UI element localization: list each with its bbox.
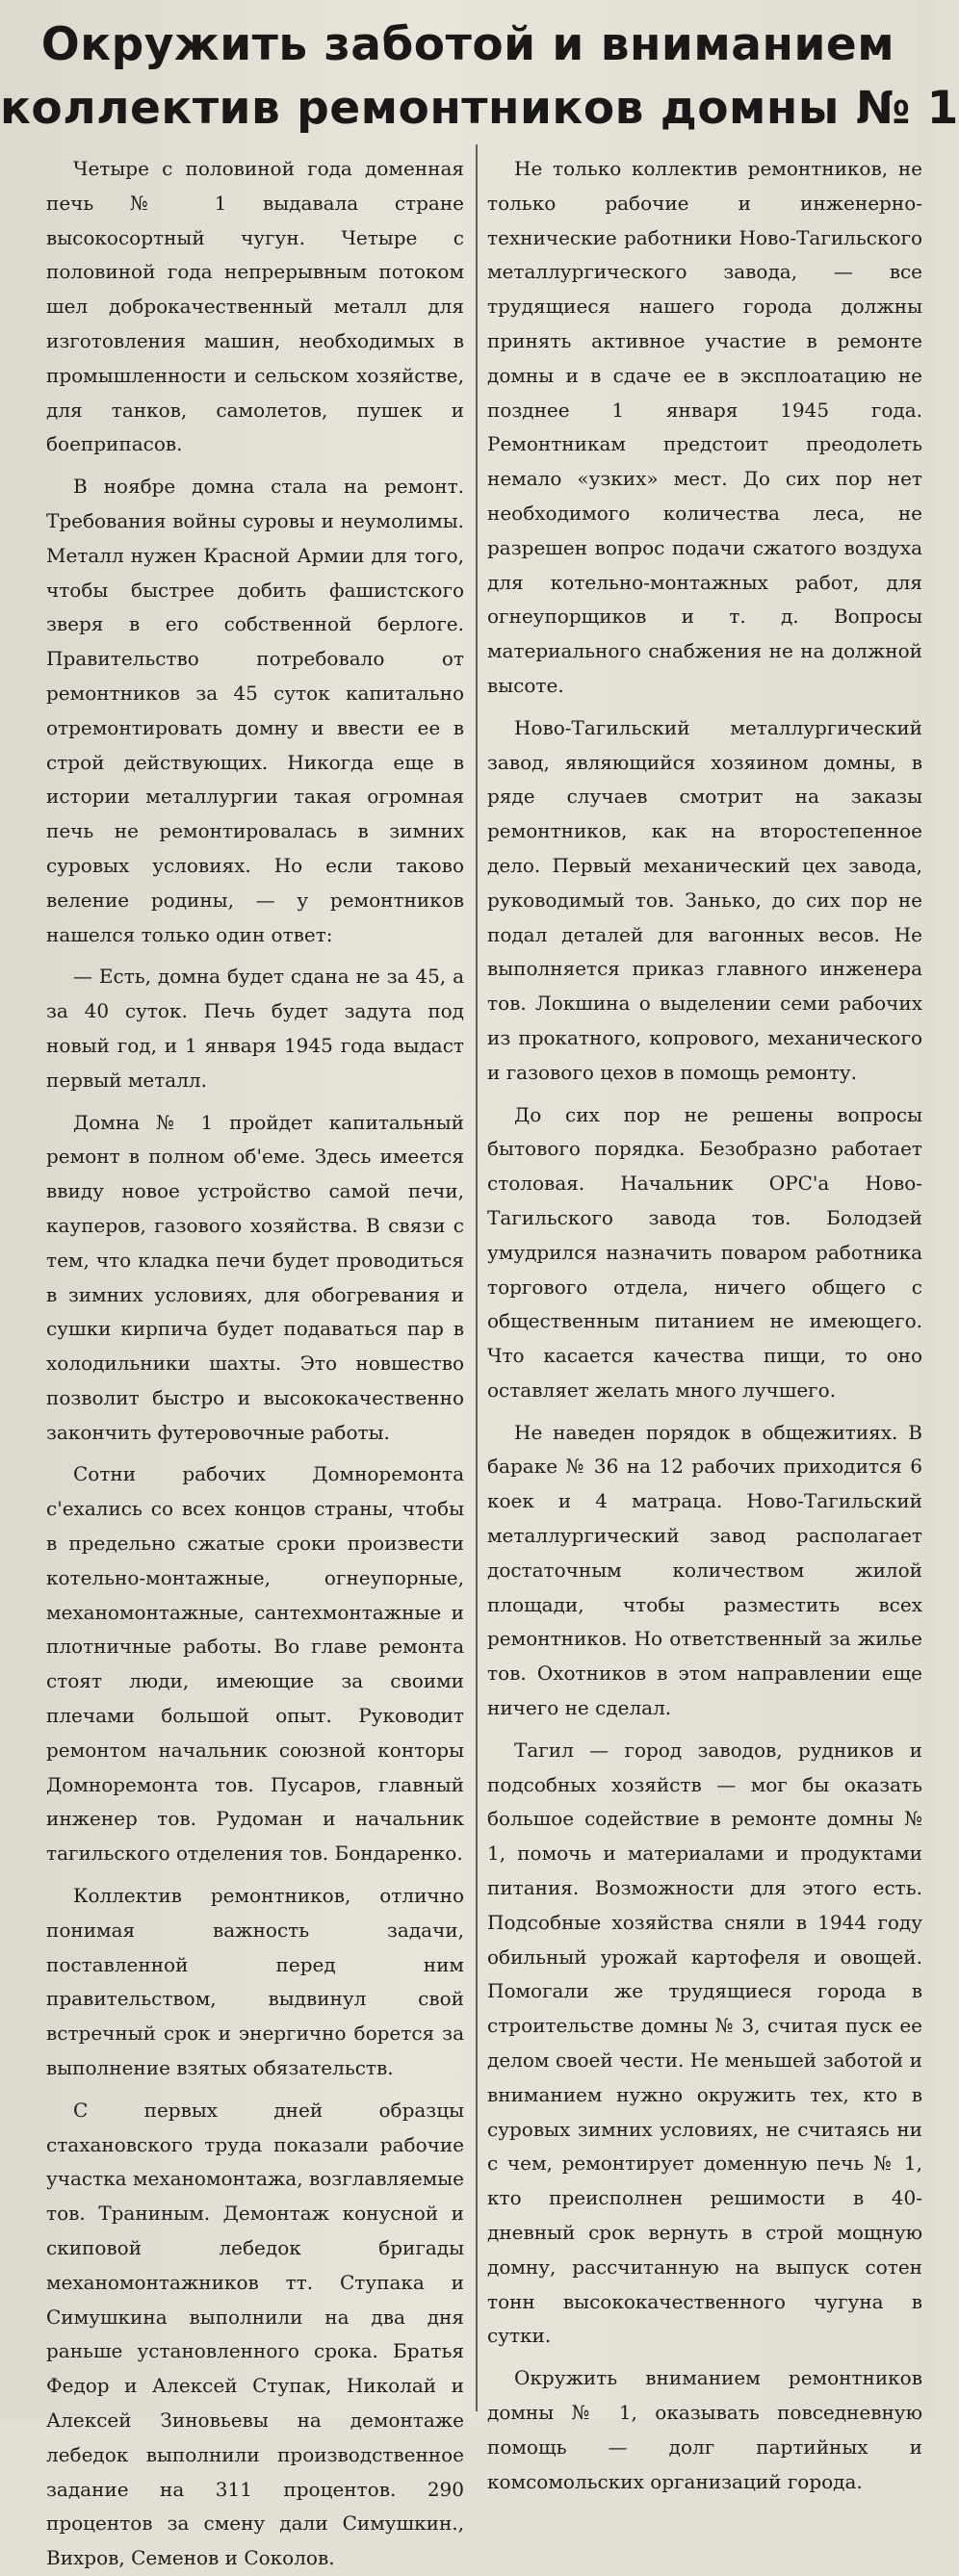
paragraph: Четыре с половиной года доменная печь № 1 выдавала стране высокосортный чугун. Четыре с половиной года непрерывным потоком шел доброкачественный металл для изготовления машин, необходимых в промышленности и сельском хозяйстве, для танков, самолетов, пушек и боеприпасов. bbox=[46, 157, 464, 456]
paragraph: Сотни рабочих Домноремонта с'ехались со всех концов страны, чтобы в предельно сжатые сроки произвести котельно-монтажные, огнеупорные, механомонтажные, сантехмонтажные и плотничные работы. Во главе ремонта стоят люди, имеющие за своими плечами большой опыт. Руководит ремонтом начальник союзной конторы Домноремонта тов. Пусаров, главный инженер тов. Рудоман и начальник тагильского отделения тов. Бондаренко. bbox=[46, 1462, 464, 1866]
paragraph: Ново-Тагильский металлургический завод, являющийся хозяином домны, в ряде случаев смотрит на заказы ремонтников, как на второстепенное дело. Первый механический цех завода, руководимый тов. Занько, до сих пор не подал деталей для вагонных весов. Не выполняется приказ главного инженера тов. Локшина о выделении семи рабочих из прокатного, копрового, механического и газового цехов в помощь ремонту. bbox=[487, 715, 922, 1084]
paragraph: Коллектив ремонтников, отлично понимая важность задачи, поставленной перед ним правительством, выдвинул свой встречный срок и энергично борется за выполнение взятых обязательств. bbox=[46, 1884, 464, 2080]
paragraph: Окружить вниманием ремонтников домны № 1, оказывать повседневную помощь — долг партийных и комсомольских организаций города. bbox=[487, 2366, 922, 2493]
article-column-right bbox=[487, 152, 922, 2493]
headline-line-1: Окружить заботой и вниманием bbox=[40, 18, 895, 71]
headline-line-2: коллектив ремонтников домны № 1 bbox=[0, 82, 959, 135]
column-divider bbox=[476, 144, 478, 2411]
paragraph: С первых дней образцы стахановского труда показали рабочие участка механомонтажа, возглавляемые тов. Траниным. Демонтаж конусной и скиповой лебедок бригады механомонтажников тт. Ступака и Симушкина выполнили на два дня раньше установленного срока. Братья Федор и Алексей Ступак, Николай и Алексей Зиновьевы на демонтаже лебедок выполнили производственное задание на 311 процентов. 290 процентов за смену дали Симушкин., Вихров, Семенов и Соколов. bbox=[46, 2098, 464, 2570]
paragraph: Не только коллектив ремонтников, не только рабочие и инженерно-технические работники Ново-Тагильского металлургического завода, — все трудящиеся нашего города должны принять активное участие в ремонте домны и в сдаче ее в эксплоатацию не позднее 1 января 1945 года. Ремонтникам предстоит преодолеть немало «узких» мест. До сих пор нет необходимого количества леса, не разрешен вопрос подачи сжатого воздуха для котельно-монтажных работ, для огнеупорщиков и т. д. Вопросы материального снабжения не на должной высоте. bbox=[487, 157, 922, 697]
paragraph: — Есть, домна будет сдана не за 45, а за 40 суток. Печь будет задута под новый год, и 1 января 1945 года выдаст первый металл. bbox=[46, 965, 464, 1092]
article-headline bbox=[0, 13, 959, 141]
paragraph: Тагил — город заводов, рудников и подсобных хозяйств — мог бы оказать большое содействие в ремонте домны № 1, помочь и материалами и продуктами питания. Возможности для этого есть. Подсобные хозяйства сняли в 1944 году обильный урожай картофеля и овощей. Помогали же трудящиеся города в строительстве домны № 3, считая пуск ее делом своей чести. Не меньшей заботой и вниманием нужно окружить тех, кто в суровых зимних условиях, не считаясь ни с чем, ремонтирует доменную печь № 1, кто преисполнен решимости в 40-дневный срок вернуть в строй мощную домну, рассчитанную на выпуск сотен тонн высококачественного чугуна в сутки. bbox=[487, 1738, 922, 2348]
paragraph: Не наведен порядок в общежитиях. В бараке № 36 на 12 рабочих приходится 6 коек и 4 матраца. Ново-Тагильский металлургический завод располагает достаточным количеством жилой площади, чтобы разместить всех ремонтников. Но ответственный за жилье тов. Охотников в этом направлении еще ничего не сделал. bbox=[487, 1420, 922, 1720]
article-column-left bbox=[46, 152, 464, 2570]
paragraph: Домна № 1 пройдет капитальный ремонт в полном об'еме. Здесь имеется ввиду новое устройство самой печи, кауперов, газового хозяйства. В связи с тем, что кладка печи будет проводиться в зимних условиях, для обогревания и сушки кирпича будет подаваться пар в холодильники шахты. Это новшество позволит быстро и высококачественно закончить футеровочные работы. bbox=[46, 1110, 464, 1444]
paragraph: В ноябре домна стала на ремонт. Требования войны суровы и неумолимы. Металл нужен Красной Армии для того, чтобы быстрее добить фашистского зверя в его собственной берлоге. Правительство потребовало от ремонтников за 45 суток капитально отремонтировать домну и ввести ее в строй действующих. Никогда еще в истории металлургии такая огромная печь не ремонтировалась в зимних суровых условиях. Но если таково веление родины, — у ремонтников нашелся только один ответ: bbox=[46, 475, 464, 946]
paragraph: До сих пор не решены вопросы бытового порядка. Безобразно работает столовая. Начальник ОРС'а Ново-Тагильского завода тов. Болодзей умудрился назначить поваром работника торгового отдела, ничего общего с общественным питанием не имеющего. Что касается качества пищи, то оно оставляет желать много лучшего. bbox=[487, 1102, 922, 1402]
